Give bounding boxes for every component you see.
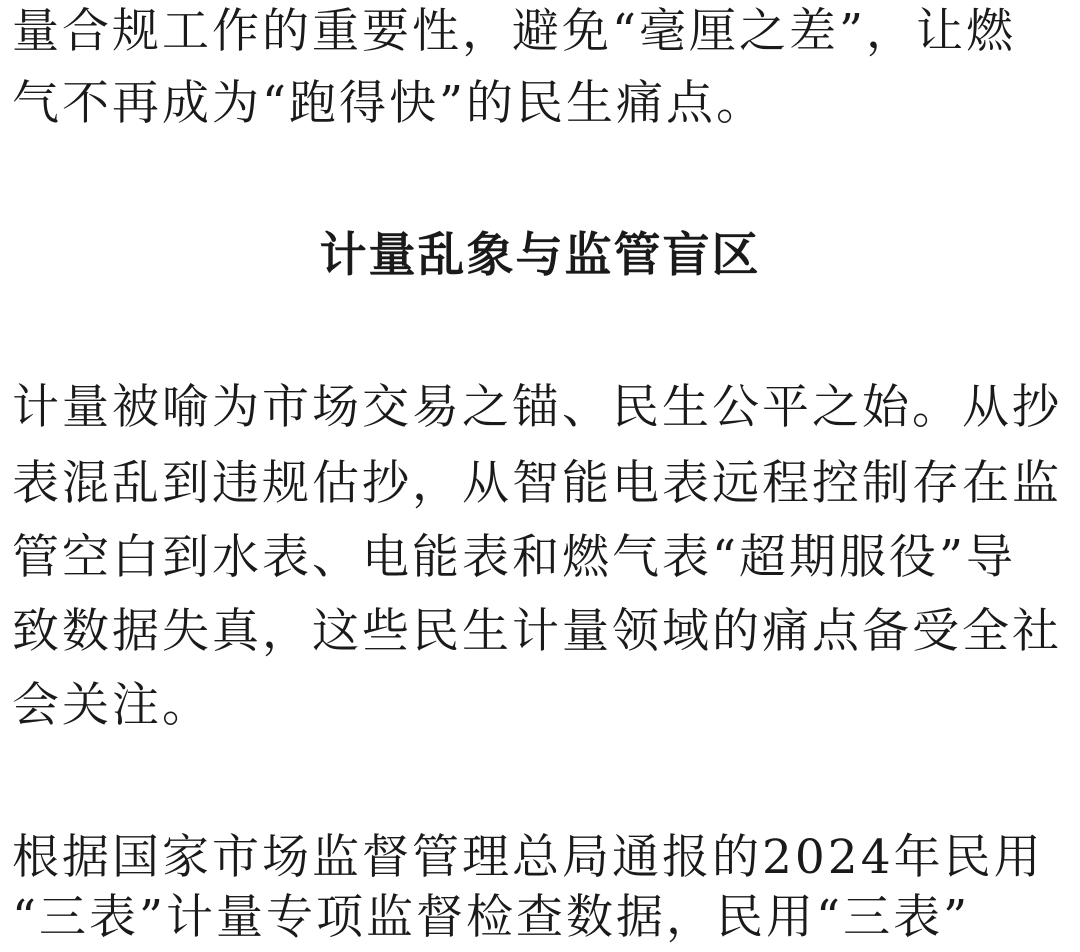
paragraph-2-line-3: 管空白到水表、电能表和燃气表“超期服役”导 <box>12 530 1017 585</box>
section-heading: 计量乱象与监管盲区 <box>319 228 761 283</box>
paragraph-2-line-4: 致数据失真，这些民生计量领域的痛点备受全社 <box>12 604 1062 659</box>
paragraph-1-line-2: 气不再成为“跑得快”的民生痛点。 <box>12 76 767 131</box>
paragraph-2-line-5: 会关注。 <box>12 678 212 733</box>
paragraph-3-line-1: 根据国家市场监督管理总局通报的2024年民用 <box>12 830 1044 885</box>
paragraph-2-line-1: 计量被喻为市场交易之锚、民生公平之始。从抄 <box>12 380 1062 435</box>
paragraph-2-line-2: 表混乱到违规估抄，从智能电表远程控制存在监 <box>12 456 1062 511</box>
paragraph-3-line-2: “三表”计量专项监督检查数据，民用“三表” <box>12 890 971 945</box>
paragraph-1-line-1: 量合规工作的重要性，避免“毫厘之差”，让燃 <box>12 4 1017 59</box>
